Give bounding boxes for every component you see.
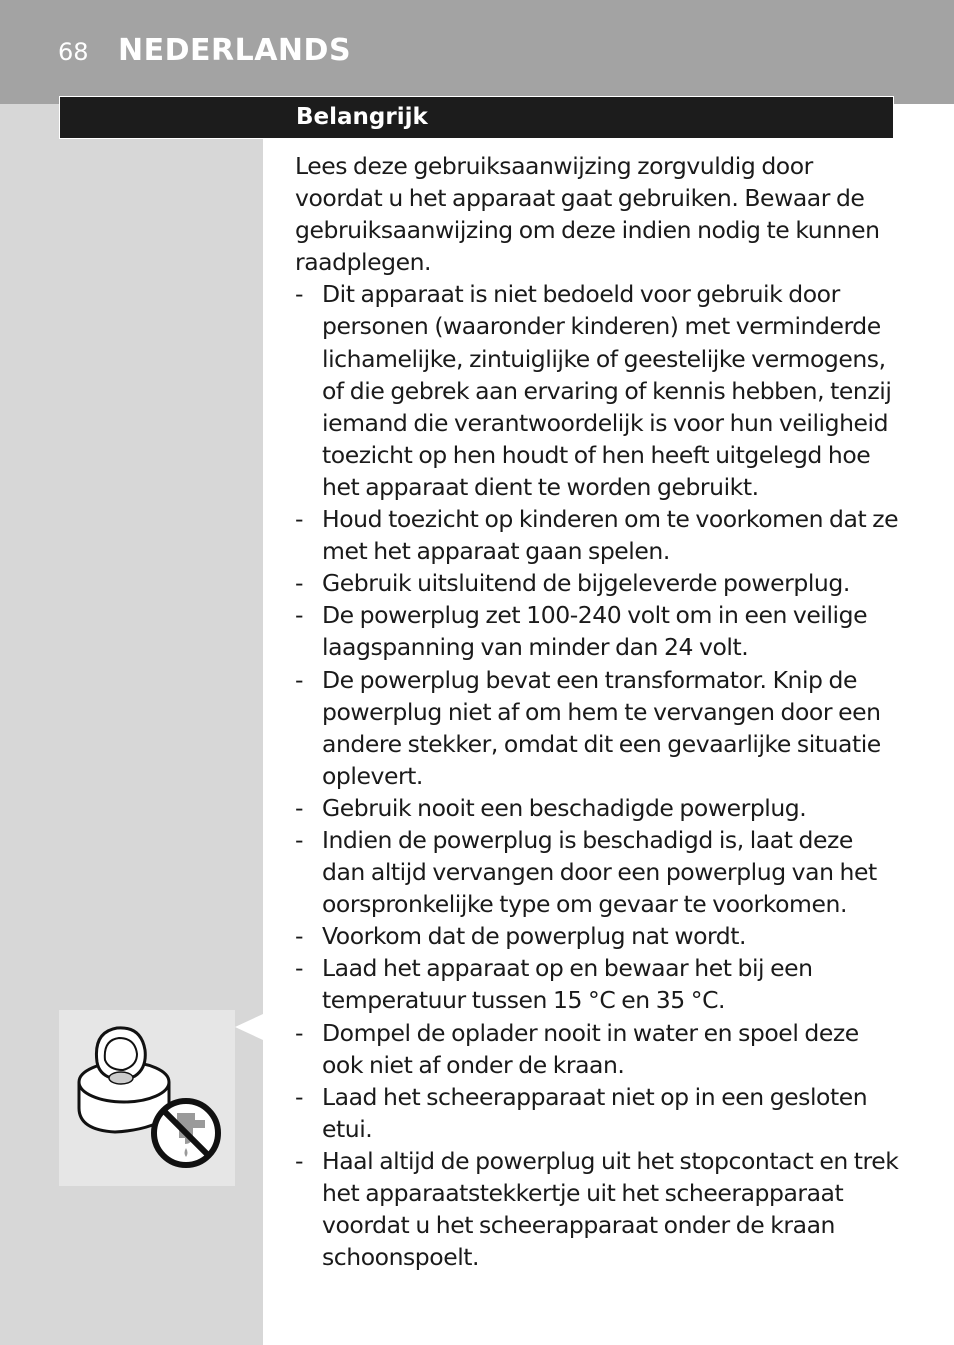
section-title: Belangrijk [296,104,428,130]
bullet-dash: - [295,793,304,822]
illustration-pointer [235,1014,263,1040]
list-item [295,664,900,792]
list-item-text: Indien de powerplug is beschadigd is, laat deze dan altijd vervangen door een powerplug van het oorspronkelijke type om gevaar te voorkomen. [322,825,877,919]
language-title: NEDERLANDS [118,33,352,68]
page-header [0,0,954,104]
charger-no-water-icon [59,1010,235,1186]
bullet-dash: - [295,280,304,309]
list-item-text: Dompel de oplader nooit in water en spoel deze ook niet af onder de kraan. [322,1018,859,1079]
list-item [295,952,900,1016]
list-item-text: De powerplug zet 100-240 volt om in een veilige laagspanning van minder dan 24 volt. [322,601,868,662]
list-item [295,792,900,824]
charger-no-water-illustration [59,1010,235,1186]
list-item-text: Houd toezicht op kinderen om te voorkomen dat ze met het apparaat gaan spelen. [322,505,899,566]
main-text [295,150,900,1273]
bullet-dash: - [295,665,304,694]
bullet-dash: - [295,1018,304,1047]
list-item-text: Gebruik uitsluitend de bijgeleverde powerplug. [322,569,850,598]
bullet-dash: - [295,1146,304,1175]
list-item-text: Laad het scheerapparaat niet op in een gesloten etui. [322,1082,868,1143]
bullet-dash: - [295,569,304,598]
list-item-text: Haal altijd de powerplug uit het stopcontact en trek het apparaatstekkertje uit het scheerapparaat voordat u het scheerapparaat onder de kraan schoonspoelt. [322,1146,899,1272]
section-header-bar [59,96,894,139]
bullet-dash: - [295,601,304,630]
list-item [295,503,900,567]
page-number: 68 [58,38,89,66]
intro-paragraph: Lees deze gebruiksaanwijzing zorgvuldig door voordat u het apparaat gaat gebruiken. Bewaar de gebruiksaanwijzing om deze indien nodig te kunnen raadplegen. [295,152,880,277]
list-item [295,567,900,599]
bullet-dash: - [295,505,304,534]
list-item-text: De powerplug bevat een transformator. Knip de powerplug niet af om hem te vervangen door een andere stekker, omdat dit een gevaarlijke situatie oplevert. [322,665,881,790]
list-item-text: Dit apparaat is niet bedoeld voor gebruik door personen (waaronder kinderen) met verminderde lichamelijke, zintuiglijke of geestelijke vermogens, of die gebrek aan ervaring of kennis hebben, tenzij iemand die verantwoordelijk is voor hun veiligheid toezicht op hen houdt of hen heeft uitgelegd hoe het apparaat dient te worden gebruikt. [322,280,892,501]
bullet-dash: - [295,922,304,951]
list-item-text: Gebruik nooit een beschadigde powerplug. [322,793,807,822]
list-item [295,278,900,503]
list-item [295,1081,900,1145]
list-item [295,1017,900,1081]
list-item [295,824,900,920]
warning-list [295,278,900,1273]
bullet-dash: - [295,1082,304,1111]
list-item-text: Voorkom dat de powerplug nat wordt. [322,922,747,951]
list-item-text: Laad het apparaat op en bewaar het bij een temperatuur tussen 15 °C en 35 °C. [322,954,813,1015]
bullet-dash: - [295,954,304,983]
bullet-dash: - [295,825,304,854]
list-item [295,920,900,952]
list-item [295,1145,900,1273]
list-item [295,599,900,663]
